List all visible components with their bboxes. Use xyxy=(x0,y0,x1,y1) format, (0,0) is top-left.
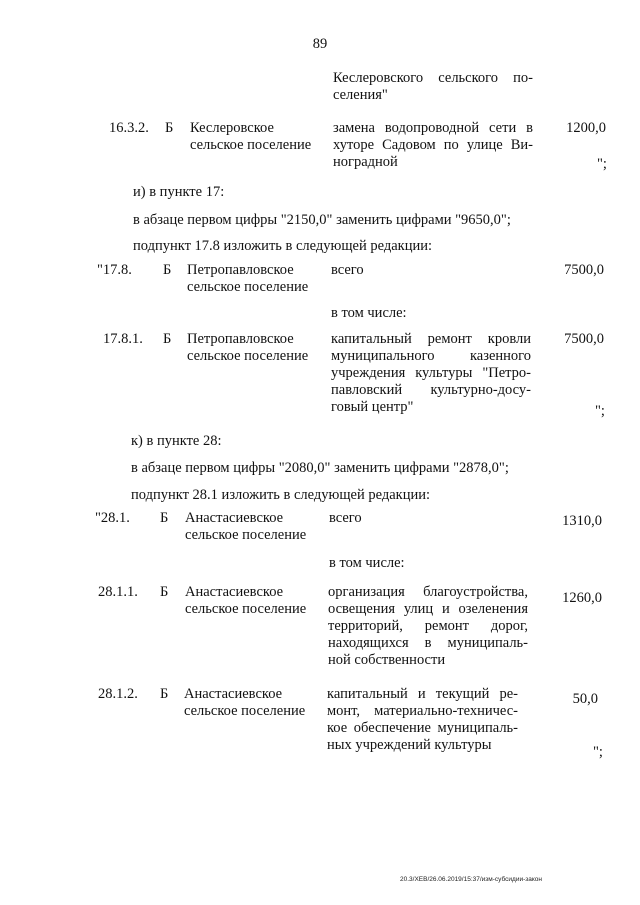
closing-quote-mark: "; xyxy=(593,744,603,760)
description-line: павловский культурно-досу- xyxy=(331,382,531,398)
row-number: 28.1.1. xyxy=(98,584,138,600)
row-description xyxy=(327,686,518,754)
amendment-replace-text: в абзаце первом цифры "2080,0" заменить цифрами "2878,0"; xyxy=(131,460,509,476)
recipient-line: сельское поселение xyxy=(185,527,307,543)
row-amount: 7500,0 xyxy=(564,262,604,278)
amendment-restate-text: подпункт 17.8 изложить в следующей редакции: xyxy=(133,238,433,254)
description-line: муниципального казенного xyxy=(331,348,531,364)
amendment-item: к) в пункте 28: xyxy=(131,433,222,449)
row-recipient xyxy=(187,331,308,365)
row-recipient xyxy=(190,120,311,154)
description-line: ных учреждений культуры xyxy=(327,737,492,753)
row-number: 16.3.2. xyxy=(109,120,149,136)
amendment-restate-text: подпункт 28.1 изложить в следующей редакции: xyxy=(131,487,431,503)
row-category: Б xyxy=(163,262,172,278)
carryover-line: селения" xyxy=(333,87,388,103)
description-line: монт, материально-техничес- xyxy=(327,703,518,719)
recipient-line: сельское поселение xyxy=(190,137,312,153)
recipient-line: сельское поселение xyxy=(187,348,309,364)
row-description: всего xyxy=(329,510,362,526)
description-line: территорий, ремонт дорог, xyxy=(328,618,528,634)
row-category: Б xyxy=(163,331,172,347)
row-category: Б xyxy=(160,584,169,600)
document-footer-code: 20.3/ХЕВ/26.06.2019/15:37/изм-субсидии-закон xyxy=(400,876,542,883)
row-number: "28.1. xyxy=(95,510,130,526)
description-line: ноградной xyxy=(333,154,398,170)
closing-quote-mark: "; xyxy=(597,156,607,172)
row-number: "17.8. xyxy=(97,262,132,278)
recipient-line: Кеслеровское xyxy=(190,120,274,136)
recipient-line: Петропавловское xyxy=(187,331,294,347)
recipient-line: Петропавловское xyxy=(187,262,294,278)
description-line: освещения улиц и озеленения xyxy=(328,601,528,617)
description-line: учреждения культуры "Петро- xyxy=(331,365,531,381)
recipient-line: сельское поселение xyxy=(187,279,309,295)
row-recipient xyxy=(185,584,306,618)
page-number: 89 xyxy=(312,36,328,52)
row-category: Б xyxy=(165,120,174,136)
recipient-line: сельское поселение xyxy=(185,601,307,617)
row-amount: 50,0 xyxy=(572,691,598,707)
row-recipient xyxy=(185,510,306,544)
row-amount: 7500,0 xyxy=(564,331,604,347)
row-amount: 1200,0 xyxy=(566,120,606,136)
row-number: 17.8.1. xyxy=(103,331,143,347)
row-description xyxy=(328,584,528,669)
description-line: ной собственности xyxy=(328,652,446,668)
amendment-item: и) в пункте 17: xyxy=(133,184,225,200)
description-line: находящихся в муниципаль- xyxy=(328,635,528,651)
description-line: хуторе Садовом по улице Ви- xyxy=(333,137,533,153)
recipient-line: Анастасиевское xyxy=(185,510,284,526)
row-amount: 1260,0 xyxy=(562,590,602,606)
description-line: кое обеспечение муниципаль- xyxy=(327,720,518,736)
description-line: капитальный и текущий ре- xyxy=(327,686,518,702)
row-number: 28.1.2. xyxy=(98,686,138,702)
description-line: капитальный ремонт кровли xyxy=(331,331,531,347)
recipient-line: Анастасиевское xyxy=(184,686,283,702)
including-label: в том числе: xyxy=(329,555,405,571)
description-line: замена водопроводной сети в xyxy=(333,120,533,136)
carryover-line: Кеслеровского сельского по- xyxy=(333,70,533,86)
recipient-line: сельское поселение xyxy=(184,703,306,719)
row-description xyxy=(333,120,533,171)
recipient-line: Анастасиевское xyxy=(185,584,284,600)
row-category: Б xyxy=(160,686,169,702)
including-label: в том числе: xyxy=(331,305,407,321)
row-recipient xyxy=(187,262,308,296)
closing-quote-mark: "; xyxy=(595,403,605,419)
row-description: всего xyxy=(331,262,364,278)
carryover-description xyxy=(333,70,533,104)
description-line: организация благоустройства, xyxy=(328,584,528,600)
row-recipient xyxy=(184,686,305,720)
row-description xyxy=(331,331,531,416)
amendment-replace-text: в абзаце первом цифры "2150,0" заменить цифрами "9650,0"; xyxy=(133,212,511,228)
description-line: говый центр" xyxy=(331,399,414,415)
row-category: Б xyxy=(160,510,169,526)
row-amount: 1310,0 xyxy=(562,513,602,529)
